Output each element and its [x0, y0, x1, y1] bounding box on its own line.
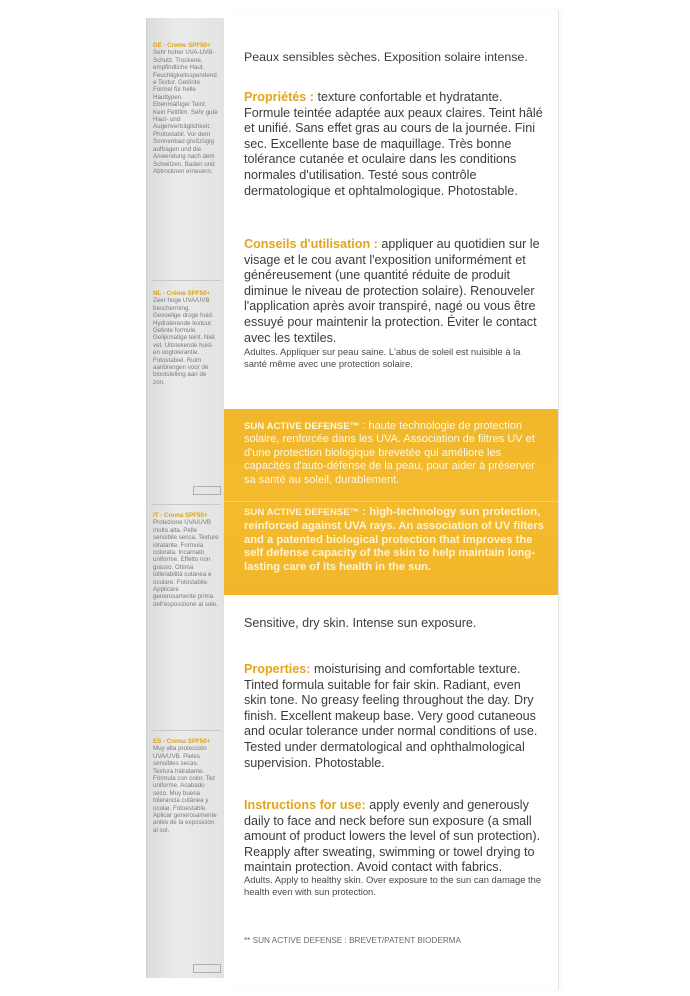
side-block-head: IT - Crema SPF50+ [153, 512, 208, 519]
side-code-box [193, 964, 221, 973]
fr-intro: Peaux sensibles sèches. Exposition solaire intense. [244, 50, 528, 64]
side-text-block-es [153, 738, 219, 834]
band-en-heading: SUN ACTIVE DEFENSE™ [244, 507, 360, 518]
sun-active-defense-band [224, 409, 558, 595]
band-en-body: : high-technology sun protection, reinforced against UVA rays. An association of UV filters and a patented biological protection that improves the self defense capacity of the skin to help maintain long-lasting care of its health in the sun. [244, 506, 544, 574]
side-block-head: NL - Crème SPF50+ [153, 290, 211, 297]
en-properties [244, 662, 544, 771]
fr-properties-text: texture confortable et hydratante. Formule teintée adaptée aux peaux claires. Teint hâlé et unifié. Sans effet gras au cours de la journée. Fini sec. Excellente base de maquillage. Très bonne tolérance cutanée et oculaire dans les conditions normales d'utilisation. Testé sous contrôle dermatologique et ophtalmologique. Photostable. [244, 90, 543, 198]
band-fr-body: : haute technologie de protection solaire, renforcée dans les UVA. Association de filtres UV et d'une protection biologique brevetée qui améliore les capacités d'auto-défense de la peau, pour aider à préserver sa santé au soleil, durablement. [244, 420, 535, 486]
fr-usage-heading: Conseils d'utilisation : [244, 237, 378, 251]
side-block-head: ES - Crema SPF50+ [153, 738, 211, 745]
en-properties-text: moisturising and comfortable texture. Tinted formula suitable for fair skin. Radiant, even skin tone. No greasy feeling throughout the day. Dry finish. Excellent makeup base. Very good cutaneous and ocular tolerance under normal conditions of use. Tested under dermatological and ophthalmological supervision. Photostable. [244, 662, 538, 770]
side-code-box [193, 486, 221, 495]
en-warning-note: Adults. Apply to healthy skin. Over exposure to the sun can damage the health even with sun protection. [244, 874, 542, 897]
box-side-panel [146, 18, 225, 978]
side-divider [151, 280, 221, 281]
en-usage-text: apply evenly and generously daily to face and neck before sun exposure (a small amount of product lowers the level of sun protection). Reapply after sweating, swimming or towel drying to maintain protection. Avoid contact with fabrics. [244, 798, 541, 875]
side-text-block-it [153, 512, 219, 608]
fr-warning-note: Adultes. Appliquer sur peau saine. L'abus de soleil est nuisible à la santé même avec une protection solaire. [244, 346, 521, 369]
fr-usage [244, 237, 544, 346]
band-fr-heading: SUN ACTIVE DEFENSE™ [244, 421, 360, 432]
en-usage-heading: Instructions for use: [244, 798, 366, 812]
side-block-body: Muy alta protección UVA/UVB. Pieles sensibles secas. Textura hidratante. Fórmula con color. Tez uniforme. Acabado seco. Muy buena tolerancia cutánea y ocular. Fotoestable. Aplicar generosamente antes de la exposición al sol. [153, 745, 217, 834]
en-intro: Sensitive, dry skin. Intense sun exposure. [244, 616, 477, 630]
side-block-body: Sehr hoher UVA-UVB-Schutz. Trockene, empfindliche Haut. Feuchtigkeitsspendende Textur. Getönte Formel für helle Hauttypen. Ebenmäßiger Teint. Kein Fettfilm. Sehr gute Haut- und Augenverträglichkeit. Photostabil. Vor dem Sonnenbad großzügig auftragen und die Anwendung nach dem Schwitzen, Baden und Abtrocknen erneuern. [153, 49, 218, 175]
side-text-block-nl [153, 290, 219, 386]
en-properties-heading: Properties: [244, 662, 311, 676]
band-divider [224, 501, 558, 502]
band-fr-text [244, 420, 544, 487]
fr-properties [244, 90, 544, 199]
side-divider [151, 730, 221, 731]
side-divider [151, 504, 221, 505]
en-usage [244, 798, 544, 876]
side-text-block-de [153, 42, 219, 175]
band-en-text [244, 506, 544, 575]
patent-footnote: ** SUN ACTIVE DEFENSE : BREVET/PATENT BIODERMA [244, 936, 462, 945]
side-block-body: Zeer hoge UVA/UVB bescherming. Gevoelige droge huid. Hydraterende textuur. Getinte formule. Gelijkmatige teint. Niet vet. Uitstekende huid- en oogtolerantie. Fotostabiel. Ruim aanbrengen voor de blootstelling aan de zon. [153, 297, 215, 386]
fr-properties-heading: Propriétés : [244, 90, 314, 104]
side-block-body: Protezione UVA/UVB molto alta. Pelle sensibile secca. Texture idratante. Formula colorata. Incarnato uniforme. Effetto non grasso. Ottima tollerabilità cutanea e oculare. Fotostabile. Applicare generosamente prima dell'esposizione al sole. [153, 519, 219, 608]
fr-usage-text: appliquer au quotidien sur le visage et le cou avant l'exposition uniformément et généreusement (une quantité réduite de produit diminue le niveau de protection solaire). Renouveler l'application après avoir transpiré, nagé ou vous être essuyé pour maintenir la protection. Éviter le contact avec les textiles. [244, 237, 540, 345]
side-block-head: DE - Creme SPF50+ [153, 42, 211, 49]
